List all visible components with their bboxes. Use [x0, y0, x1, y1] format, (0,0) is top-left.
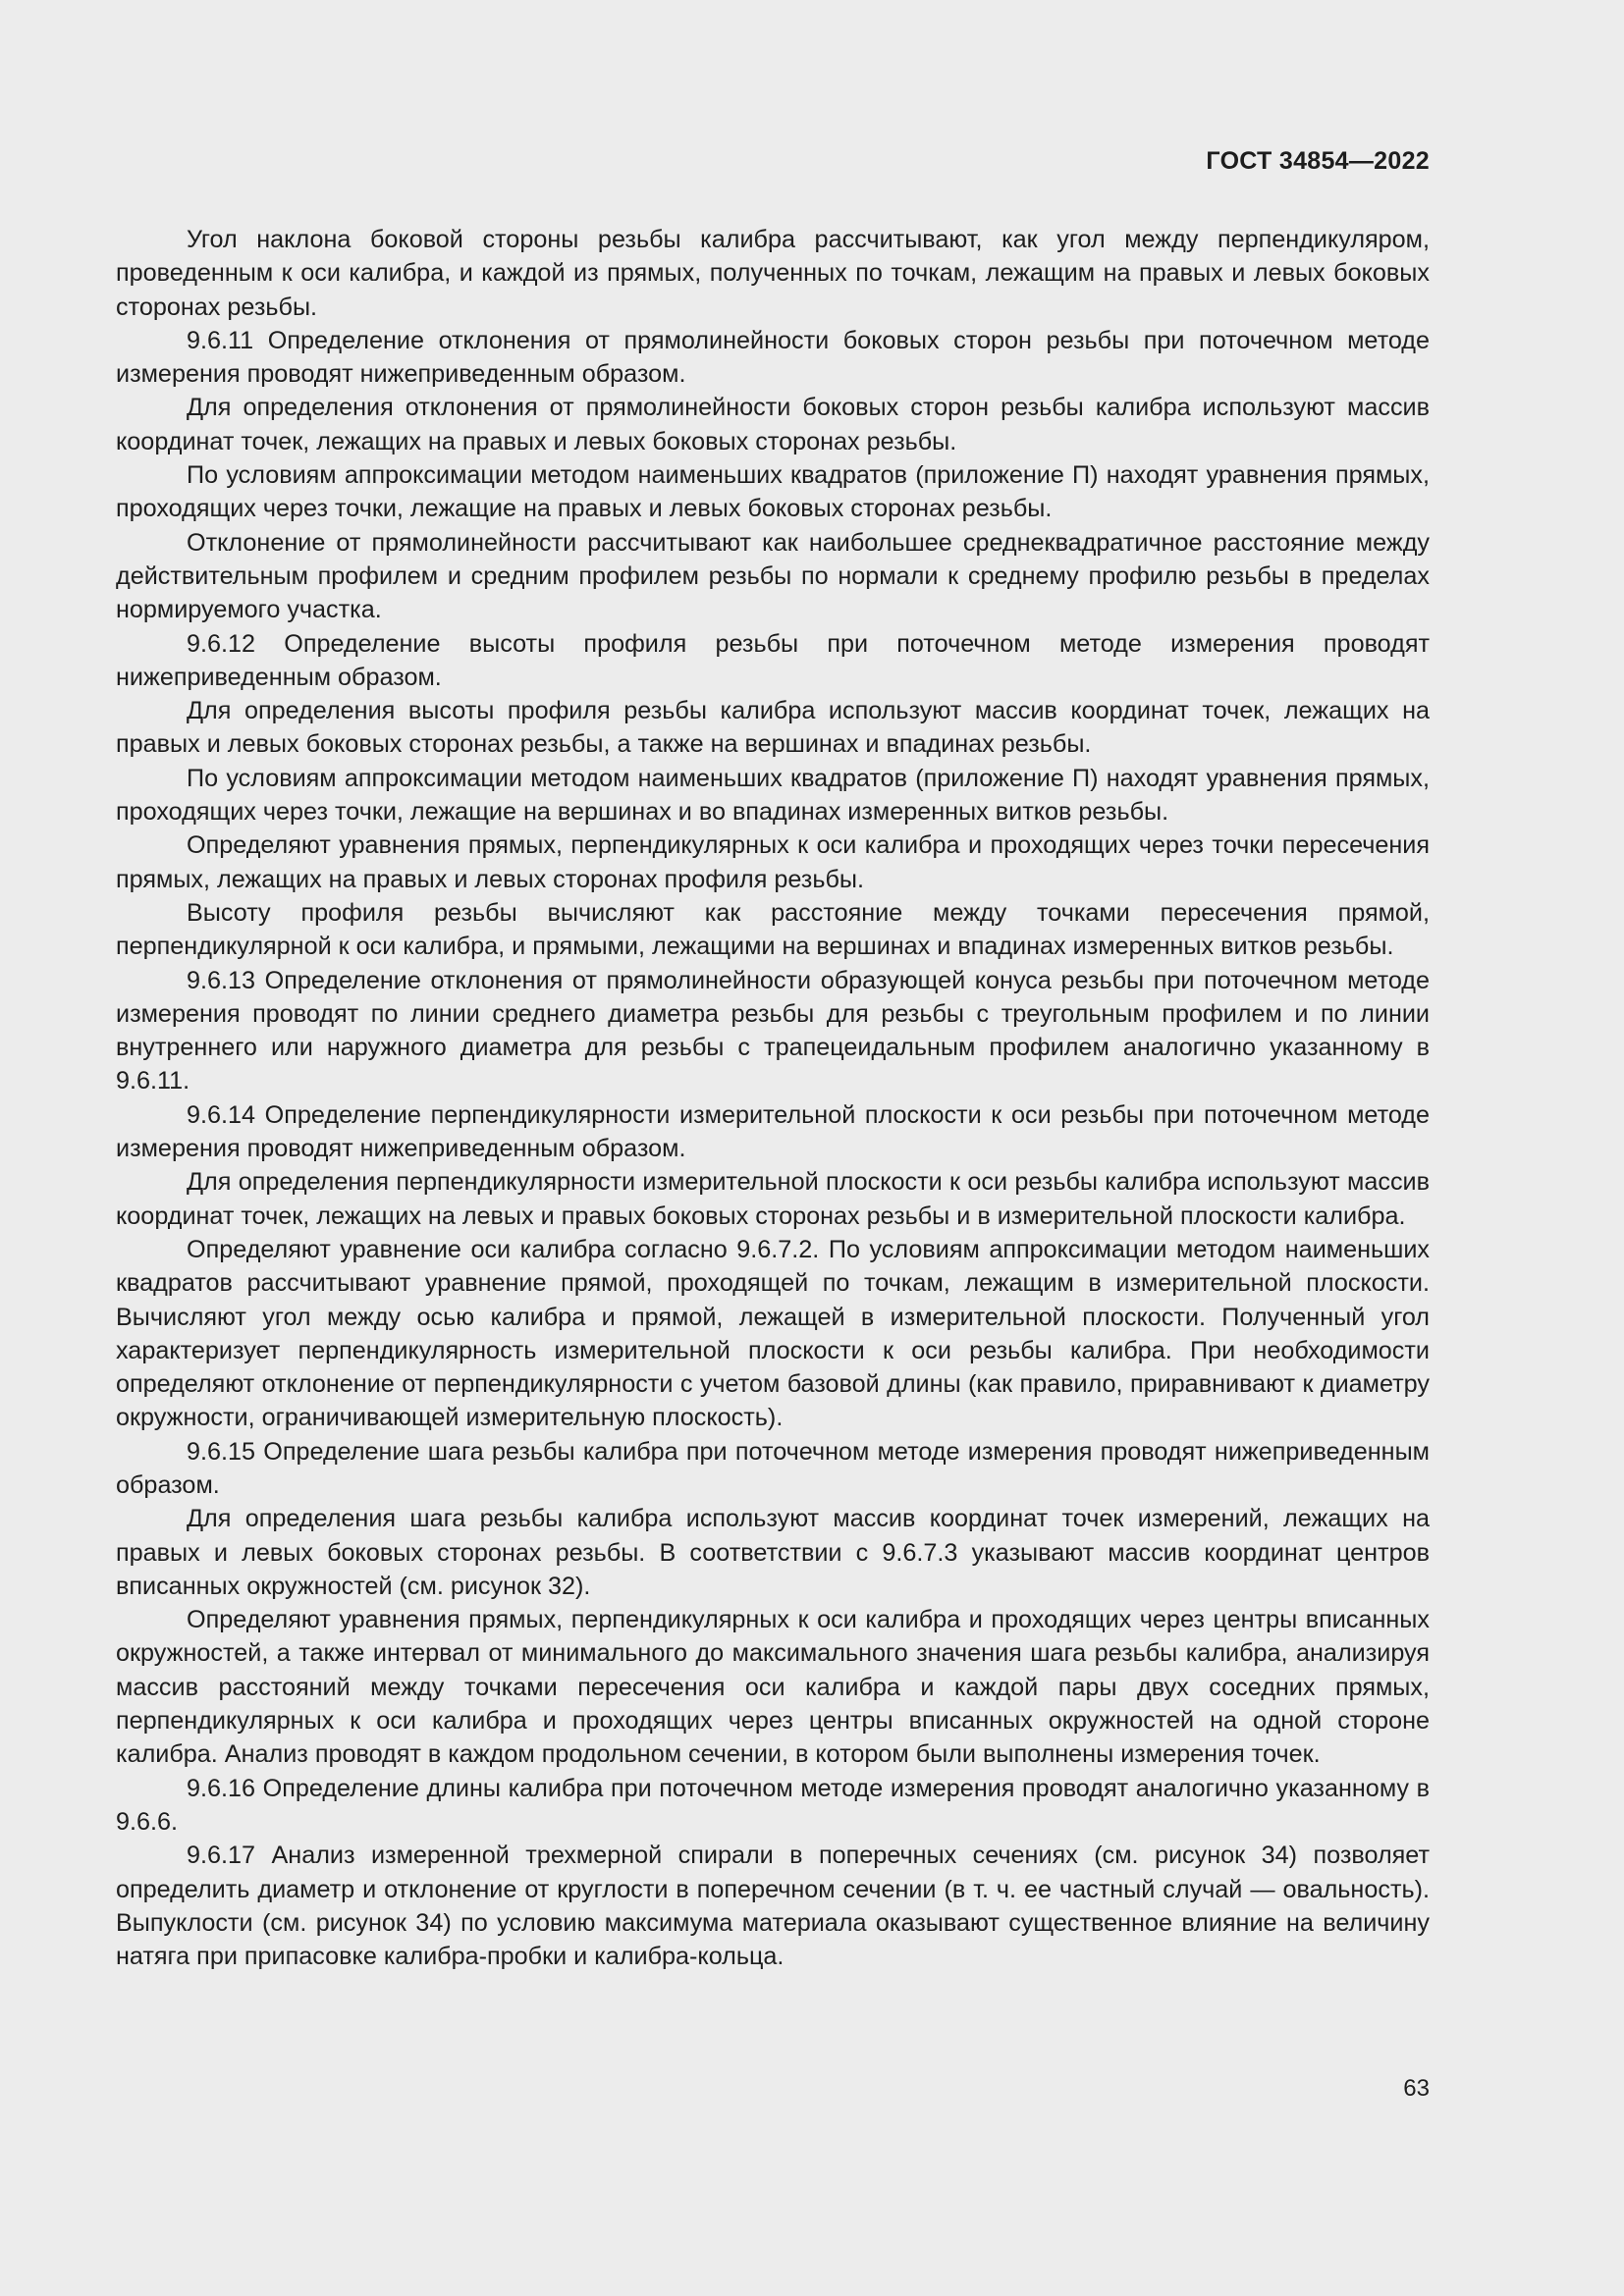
paragraph: Определяют уравнения прямых, перпендикулярных к оси калибра и проходящих через точки пересечения прямых, лежащих на правых и левых сторонах профиля резьбы. — [116, 831, 1430, 893]
paragraph: Высоту профиля резьбы вычисляют как расстояние между точками пересечения прямой, перпендикулярной к оси калибра, и прямыми, лежащими на вершинах и впадинах измеренных витков резьбы. — [116, 898, 1430, 961]
paragraph: Для определения отклонения от прямолинейности боковых сторон резьбы калибра используют массив координат точек, лежащих на правых и левых боковых сторонах резьбы. — [116, 394, 1430, 455]
paragraph: 9.6.17 Анализ измеренной трехмерной спирали в поперечных сечениях (см. рисунок 34) позволяет определить диаметр и отклонение от круглости в поперечном сечении (в т. ч. ее частный случай — овальность). Выпуклости (см. рисунок 34) по условию максимума материала оказывают существенное влияние на величину натяга при припасовке калибра-пробки и калибра-кольца. — [116, 1842, 1430, 1971]
document-id-header: ГОСТ 34854—2022 — [1206, 147, 1430, 175]
page-number: 63 — [1403, 2075, 1430, 2102]
paragraph: 9.6.12 Определение высоты профиля резьбы при поточечном методе измерения проводят нижеприведенным образом. — [116, 629, 1430, 691]
paragraph: По условиям аппроксимации методом наименьших квадратов (приложение П) находят уравнения прямых, проходящих через точки, лежащие на вершинах и во впадинах измеренных витков резьбы. — [116, 764, 1430, 827]
paragraph: Определяют уравнения прямых, перпендикулярных к оси калибра и проходящих через центры вписанных окружностей, а также интервал от минимального до максимального значения шага резьбы калибра, анализируя массив расстояний между точками пересечения оси калибра и каждой пары двух соседних прямых, перпендикулярных к оси калибра и проходящих через центры вписанных окружностей на одной стороне калибра. Анализ проводят в каждом продольном сечении, в котором были выполнены измерения точек. — [116, 1606, 1430, 1769]
body-text — [116, 223, 1430, 1973]
paragraph: 9.6.16 Определение длины калибра при поточечном методе измерения проводят аналогично указанному в 9.6.6. — [116, 1774, 1430, 1836]
paragraph: Угол наклона боковой стороны резьбы калибра рассчитывают, как угол между перпендикуляром, проведенным к оси калибра, и каждой из прямых, полученных по точкам, лежащим на правых и левых боковых сторонах резьбы. — [116, 226, 1430, 321]
paragraph: 9.6.13 Определение отклонения от прямолинейности образующей конуса резьбы при поточечном методе измерения проводят по линии среднего диаметра резьбы для резьбы с треугольным профилем и по линии внутреннего или наружного диаметра для резьбы с трапецеидальным профилем аналогично указанному в 9.6.11. — [116, 966, 1430, 1095]
paragraph: Для определения шага резьбы калибра используют массив координат точек измерений, лежащих на правых и левых боковых сторонах резьбы. В соответствии с 9.6.7.3 указывают массив координат центров вписанных окружностей (см. рисунок 32). — [116, 1505, 1430, 1600]
paragraph: Определяют уравнение оси калибра согласно 9.6.7.2. По условиям аппроксимации методом наименьших квадратов рассчитывают уравнение прямой, проходящей по точкам, лежащим в измерительной плоскости. Вычисляют угол между осью калибра и прямой, лежащей в измерительной плоскости. Полученный угол характеризует перпендикулярность измерительной плоскости к оси резьбы калибра. При необходимости определяют отклонение от перпендикулярности с учетом базовой длины (как правило, приравнивают к диаметру окружности, ограничивающей измерительную плоскость). — [116, 1235, 1430, 1432]
paragraph: Для определения высоты профиля резьбы калибра используют массив координат точек, лежащих на правых и левых боковых сторонах резьбы, а также на вершинах и впадинах резьбы. — [116, 697, 1430, 759]
paragraph: 9.6.15 Определение шага резьбы калибра при поточечном методе измерения проводят нижеприведенным образом. — [116, 1437, 1430, 1499]
paragraph: 9.6.14 Определение перпендикулярности измерительной плоскости к оси резьбы при поточечном методе измерения проводят нижеприведенным образом. — [116, 1100, 1430, 1163]
paragraph: Отклонение от прямолинейности рассчитывают как наибольшее среднеквадратичное расстояние между действительным профилем и средним профилем резьбы по нормали к среднему профилю резьбы в пределах нормируемого участка. — [116, 528, 1430, 624]
paragraph: 9.6.11 Определение отклонения от прямолинейности боковых сторон резьбы при поточечном методе измерения проводят нижеприведенным образом. — [116, 326, 1430, 389]
paragraph: По условиям аппроксимации методом наименьших квадратов (приложение П) находят уравнения прямых, проходящих через точки, лежащие на правых и левых боковых сторонах резьбы. — [116, 461, 1430, 523]
paragraph: Для определения перпендикулярности измерительной плоскости к оси резьбы калибра используют массив координат точек, лежащих на левых и правых боковых сторонах резьбы и в измерительной плоскости калибра. — [116, 1168, 1430, 1230]
